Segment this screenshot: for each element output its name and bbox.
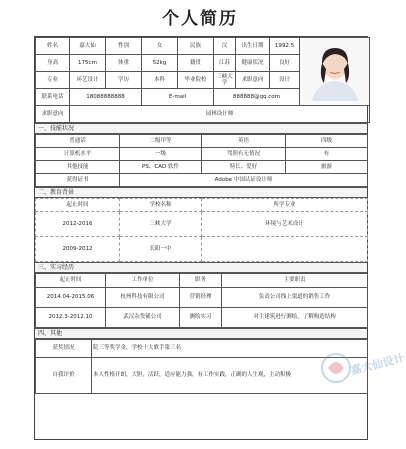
gender-label: 性别 <box>106 38 142 55</box>
school-value: 三峡大学 <box>214 72 236 89</box>
weight-label: 体重 <box>106 55 142 72</box>
health-label: 健康状况 <box>236 55 270 72</box>
edu-major: 环境与艺术设计 <box>202 212 368 237</box>
work-header: 工作单位 <box>106 274 180 288</box>
basic-info-table <box>35 37 370 123</box>
intent-label: 求职意向 <box>236 72 270 89</box>
watermark-text: 嘉大仙设计 <box>349 351 406 378</box>
skill-value: 旅游 <box>286 161 368 174</box>
job-label: 求职意向 <box>36 106 70 123</box>
work-duty: 对主建筑进行测绘，了解构造结构 <box>222 308 368 328</box>
cert-label: 获得证书 <box>36 174 120 187</box>
intent-value: 设计 <box>270 72 300 89</box>
education-heading: 二、教育背景 <box>35 187 367 198</box>
work-header: 主要职责 <box>222 274 368 288</box>
ethnicity-label: 民族 <box>178 38 214 55</box>
degree-value: 本科 <box>142 72 178 89</box>
edu-header: 所学专业 <box>202 199 368 212</box>
portrait-icon <box>302 39 368 101</box>
birth-value: 1992.5 <box>270 38 300 55</box>
hometown-label: 籍贯 <box>178 55 214 72</box>
work-company: 武汉杂货铺公司 <box>106 308 180 328</box>
watermark <box>318 338 406 398</box>
work-heading: 三、实习经历 <box>35 262 367 273</box>
skill-value: PS、CAD 软件 <box>120 161 202 174</box>
email-label: E-mail <box>142 89 214 106</box>
self-eval-value: 本人性格开朗，大胆，活跃，适应能力强，有工作实践，正确的人生观，主动积极 <box>92 358 368 394</box>
email-value: 888888@qq.com <box>214 89 300 106</box>
edu-period: 2009-2012 <box>36 237 120 262</box>
work-header: 职务 <box>180 274 222 288</box>
cert-value: Adobe 中国认证设计师 <box>120 174 368 187</box>
work-period: 2014.04-2015.06 <box>36 288 106 308</box>
edu-period: 2012-2016 <box>36 212 120 237</box>
skill-label: 计算机水平 <box>36 148 120 161</box>
name-value: 嘉大仙 <box>70 38 106 55</box>
work-header: 起止时间 <box>36 274 106 288</box>
major-value: 环艺设计 <box>70 72 106 89</box>
work-role: 营销经理 <box>180 288 222 308</box>
work-period: 2012.3-2012.10 <box>36 308 106 328</box>
ethnicity-value: 汉 <box>214 38 236 55</box>
birth-label: 出生日期 <box>236 38 270 55</box>
skill-value: 一级 <box>120 148 202 161</box>
photo <box>300 38 370 106</box>
degree-label: 学历 <box>106 72 142 89</box>
skill-label: 特长、爱好 <box>202 161 286 174</box>
edu-school: 三峡大学 <box>120 212 202 237</box>
height-value: 175cm <box>70 55 106 72</box>
phone-value: 18088888888 <box>70 89 142 106</box>
work-company: 杭州科技有限公司 <box>106 288 180 308</box>
resume-title: 个人简历 <box>162 9 238 29</box>
height-label: 身高 <box>36 55 70 72</box>
health-value: 良好 <box>270 55 300 72</box>
school-label: 毕业院校 <box>178 72 214 89</box>
hometown-value: 江苏 <box>214 55 236 72</box>
skill-value: 四级 <box>286 135 368 148</box>
gender-value: 女 <box>142 38 178 55</box>
skill-label: 普通话 <box>36 135 120 148</box>
skills-heading: 一、技能状况 <box>35 123 367 134</box>
edu-header: 学校名称 <box>120 199 202 212</box>
skill-label: 英语 <box>202 135 286 148</box>
edu-major <box>202 237 368 262</box>
skill-label: 驾照有无情况 <box>202 148 286 161</box>
name-label: 姓名 <box>36 38 70 55</box>
work-table <box>35 273 368 328</box>
weight-value: 52kg <box>142 55 178 72</box>
skill-value: 有 <box>286 148 368 161</box>
award-label: 获奖情况 <box>36 340 92 358</box>
edu-school: 长阳一中 <box>120 237 202 262</box>
work-duty: 负责公司线上渠道的销售工作 <box>222 288 368 308</box>
job-value: 园林设计师 <box>70 106 370 123</box>
education-table <box>35 198 368 262</box>
major-label: 专业 <box>36 72 70 89</box>
skill-value: 二级甲等 <box>120 135 202 148</box>
self-eval-label: 自我评价 <box>36 358 92 394</box>
award-value: 院三等奖学金，学校十大歌手第三名 <box>92 340 368 358</box>
edu-header: 起止时间 <box>36 199 120 212</box>
work-role: 测绘实习 <box>180 308 222 328</box>
skill-label: 其他技能 <box>36 161 120 174</box>
other-heading: 四、其他 <box>35 328 367 339</box>
phone-label: 联系电话 <box>36 89 70 106</box>
skills-table <box>35 134 368 187</box>
